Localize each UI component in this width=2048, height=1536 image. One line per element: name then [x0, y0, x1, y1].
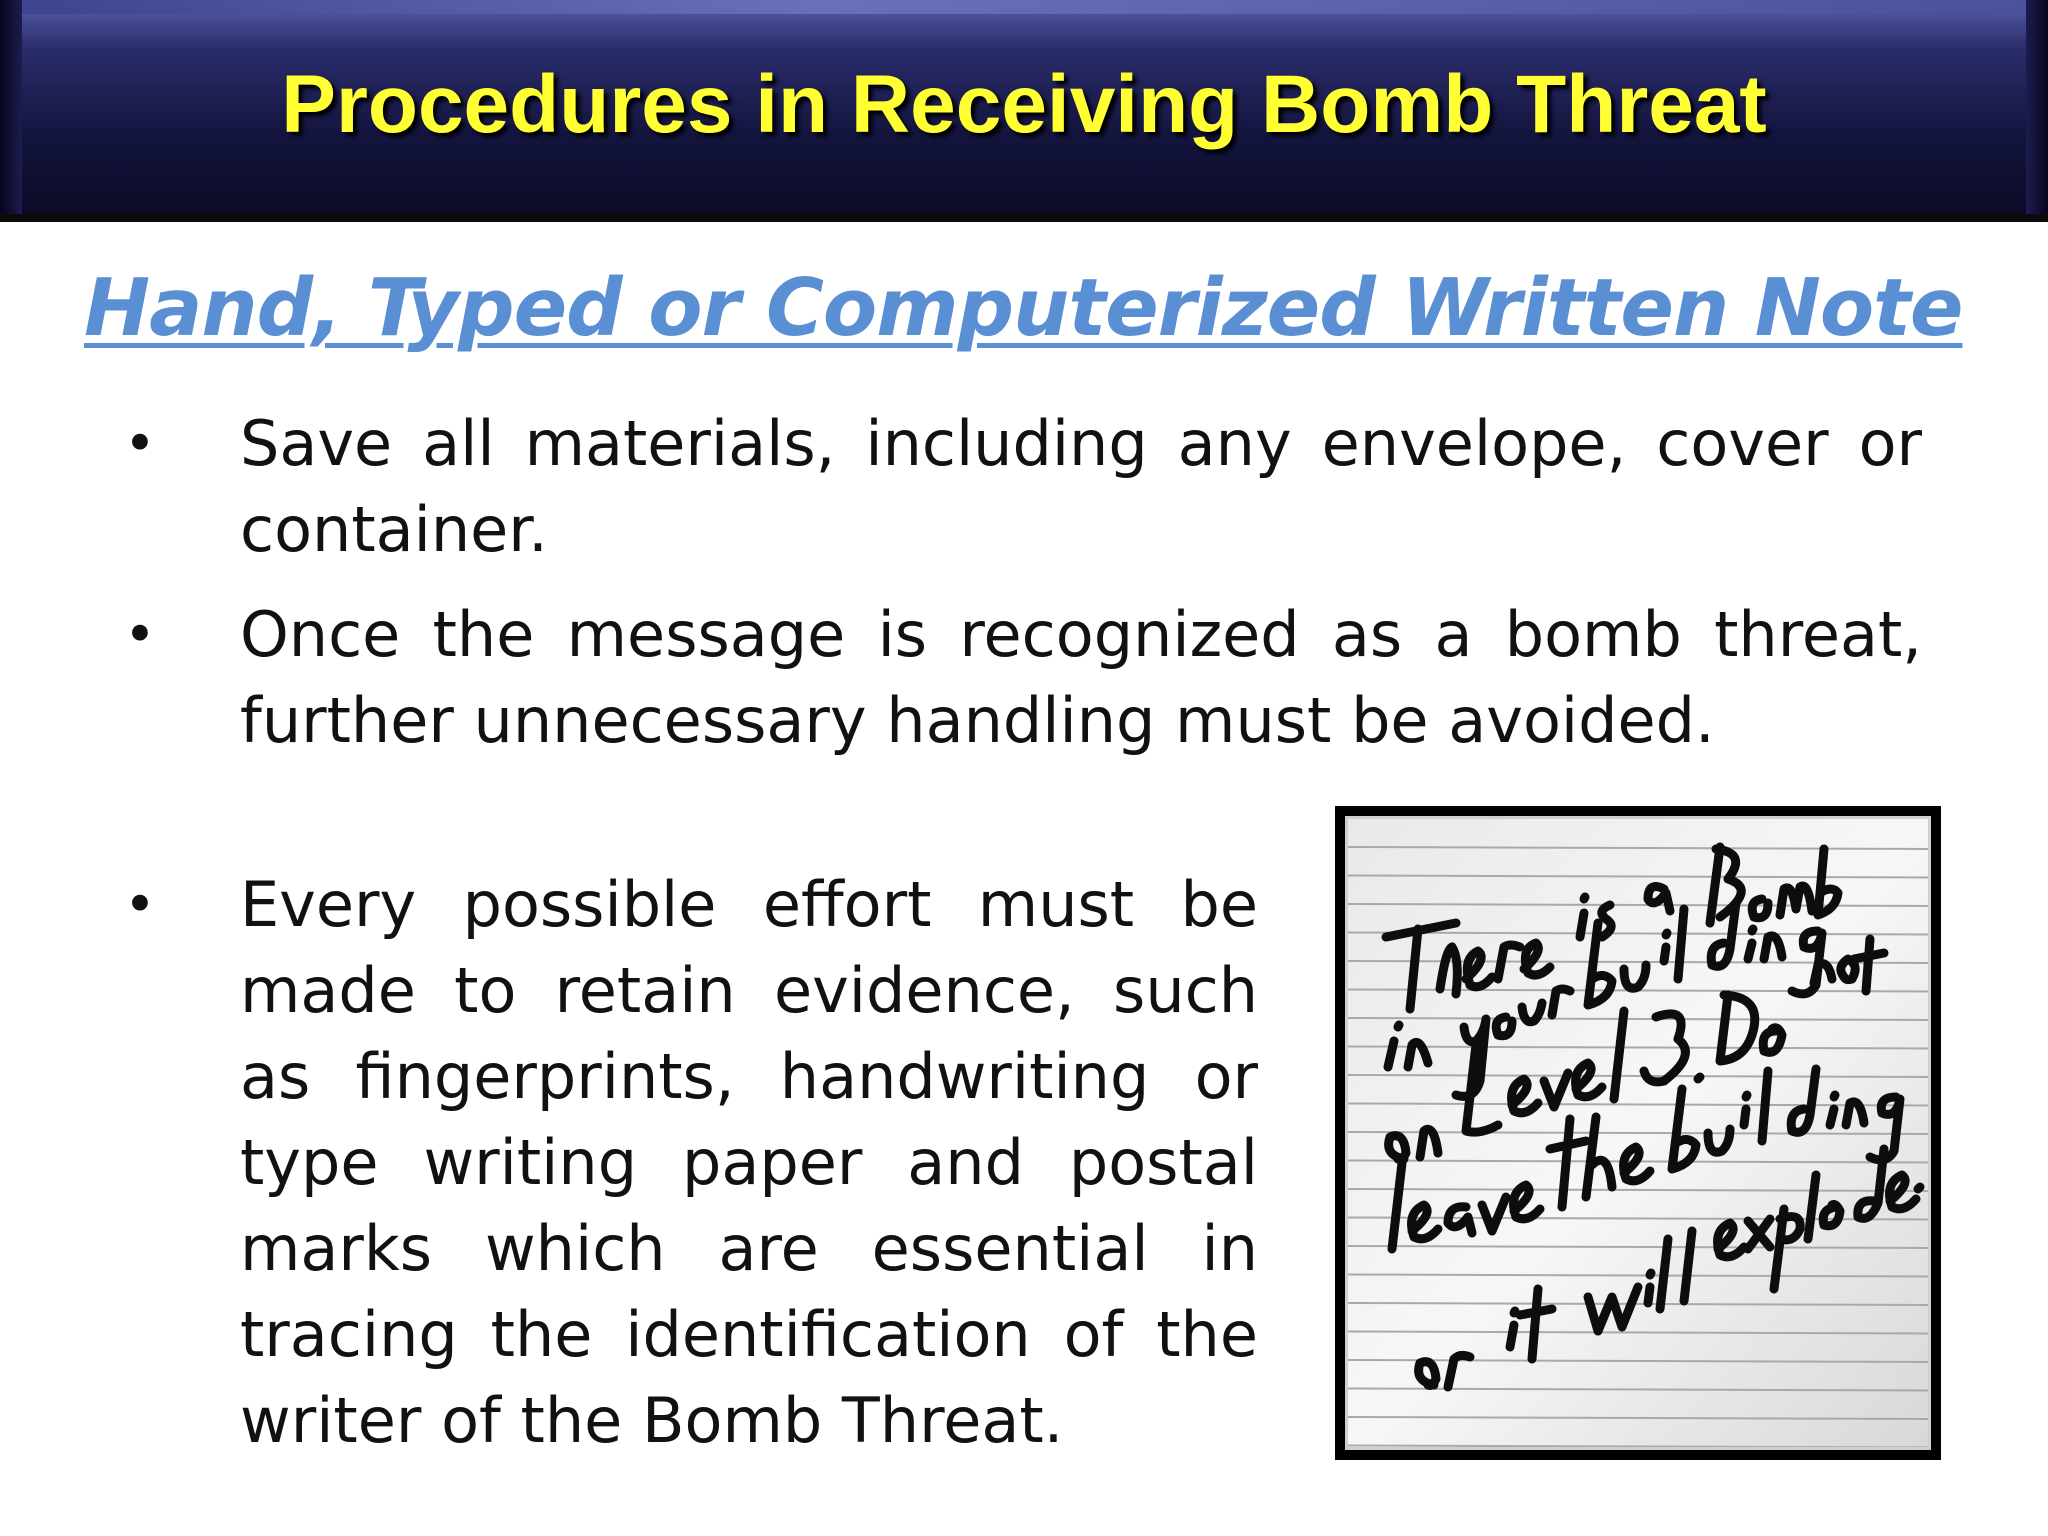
scribble-stroke	[1448, 1207, 1472, 1233]
scribble-stroke	[1602, 905, 1611, 937]
section-subtitle: Hand, Typed or Computerized Written Note	[84, 262, 1963, 354]
bullet-text: Save all materials, including any envelope, cover or container.	[240, 407, 1922, 566]
bullet-marker: •	[124, 873, 156, 936]
bullet-item	[124, 401, 1922, 573]
bullet-marker: •	[124, 603, 156, 666]
note-paper	[1345, 816, 1931, 1450]
bullet-text: Once the message is recognized as a bomb threat, further unnecessary handling must be avoided.	[240, 598, 1922, 757]
bullet-item	[124, 862, 1258, 1464]
scribble-stroke	[1744, 1095, 1747, 1125]
scribble-stroke	[1678, 909, 1684, 979]
bullet-item	[124, 592, 1922, 764]
scribble-stroke	[1830, 1095, 1835, 1125]
scribble-stroke	[1664, 933, 1667, 961]
header-divider	[0, 214, 2048, 222]
slide-title: Procedures in Receiving Bomb Threat	[281, 59, 1767, 150]
scribble-stroke	[1762, 1071, 1768, 1141]
note-illustration	[1348, 819, 1928, 1447]
bullet-marker: •	[124, 412, 156, 475]
scribble-stroke	[1648, 1273, 1651, 1303]
handwritten-note-image	[1335, 806, 1941, 1460]
slide-header	[0, 0, 2048, 222]
header-gloss	[0, 0, 2048, 14]
scribble-stroke	[1698, 1077, 1700, 1079]
bullet-text: Every possible effort must be made to retain evidence, such as fingerprints, handwriting or type writing paper and postal marks which are essential in tracing the identification of the writer of the Bomb Threat.	[240, 868, 1258, 1457]
scribble-stroke	[1748, 929, 1753, 959]
scribble-stroke	[1918, 1187, 1920, 1189]
